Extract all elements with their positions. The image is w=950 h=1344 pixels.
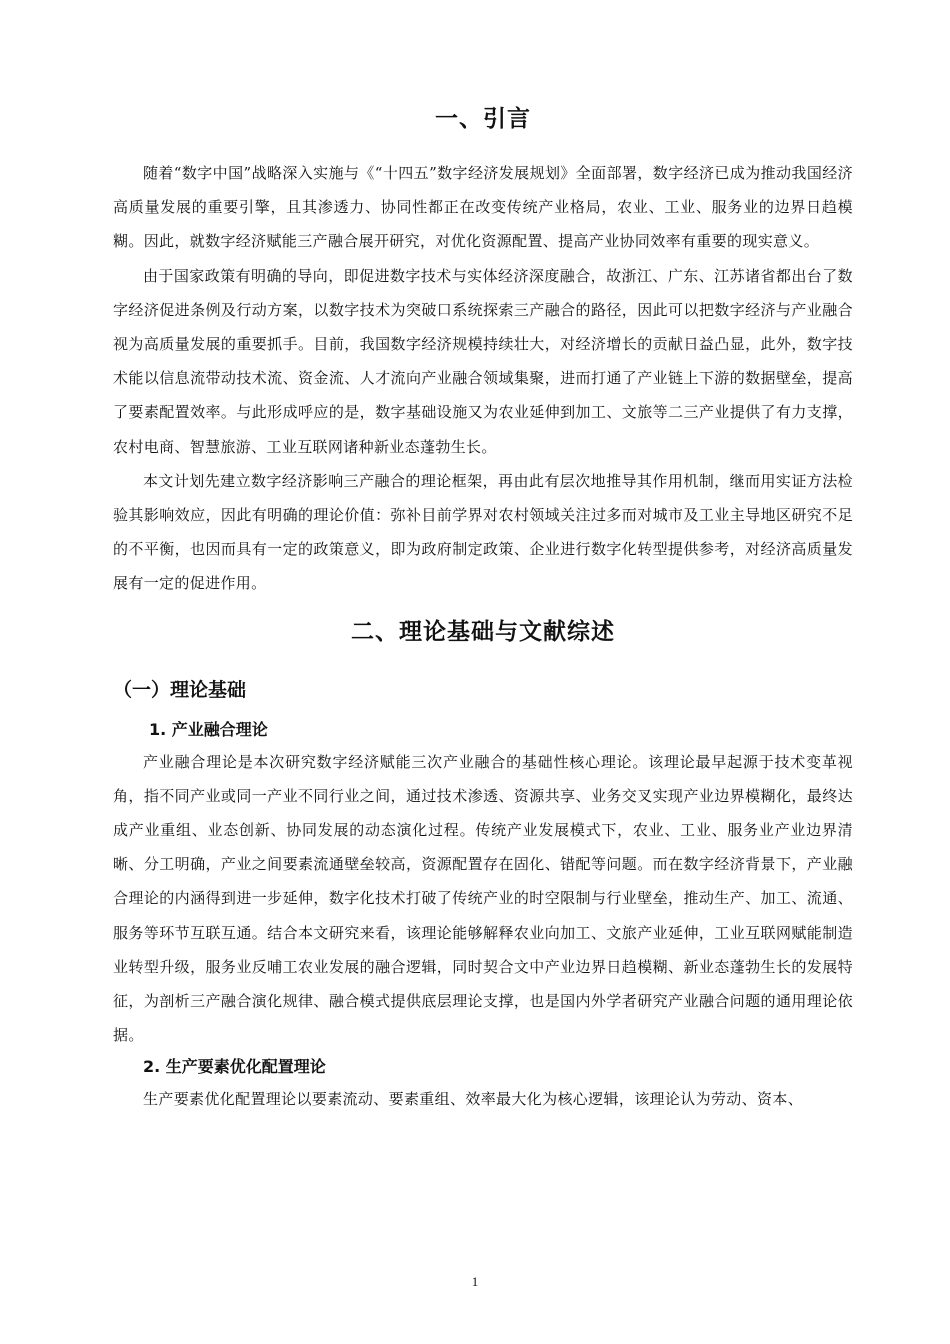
subsection-title: （一）理论基础 xyxy=(113,678,247,701)
section1-paragraph-2: 由于国家政策有明确的导向，即促进数字技术与实体经济深度融合，故浙江、广东、江苏诸省都出台了数字经济促进条例及行动方案，以数字技术为突破口系统探索三产融合的路径，因此可以把数字经济与产业融合视为高质量发展的重要抓手。目前，我国数字经济规模持续壮大，对经济增长的贡献日益凸显，此外，数字技术能以信息流带动技术流、资金流、人才流向产业融合领域集聚，进而打通了产业链上下游的数据壁垒，提高了要素配置效率。与此形成呼应的是，数字基础设施又为农业延伸到加工、文旅等二三产业提供了有力支撑，农村电商、智慧旅游、工业互联网诸种新业态蓬勃生长。 xyxy=(113,266,853,456)
page-content xyxy=(113,100,853,1117)
section1-paragraph-1: 随着“数字中国”战略深入实施与《“十四五”数字经济发展规划》全面部署，数字经济已成为推动我国经济高质量发展的重要引擎，且其渗透力、协同性都正在改变传统产业格局，农业、工业、服务业的边界日趋模糊。因此，就数字经济赋能三产融合展开研究，对优化资源配置、提高产业协同效率有重要的现实意义。 xyxy=(113,164,853,251)
section2-title: 二、理论基础与文献综述 xyxy=(351,618,615,645)
section1-body xyxy=(113,156,853,601)
section1-title: 一、引言 xyxy=(435,106,531,132)
section1-paragraph-3: 本文计划先建立数字经济影响三产融合的理论框架，再由此有层次地推导其作用机制，继而用实证方法检验其影响效应，因此有明确的理论价值：弥补目前学界对农村领域关注过多而对城市及工业主导地区研究不足的不平衡，也因而具有一定的政策意义，即为政府制定政策、企业进行数字化转型提供参考，对经济高质量发展有一定的促进作用。 xyxy=(113,471,853,593)
item1-paragraph: 产业融合理论是本次研究数字经济赋能三次产业融合的基础性核心理论。该理论最早起源于技术变革视角，指不同产业或同一产业不同行业之间，通过技术渗透、资源共享、业务交叉实现产业边界模糊化，最终达成产业重组、业态创新、协同发展的动态演化过程。传统产业发展模式下，农业、工业、服务业产业边界清晰、分工明确，产业之间要素流通壁垒较高，资源配置存在固化、错配等问题。而在数字经济背景下，产业融合理论的内涵得到进一步延伸，数字化技术打破了传统产业的时空限制与行业壁垒，推动生产、加工、流通、服务等环节互联互通。结合本文研究来看，该理论能够解释农业向加工、文旅产业延伸，工业互联网赋能制造业转型升级，服务业反哺工农业发展的融合逻辑，同时契合文中产业边界日趋模糊、新业态蓬勃生长的发展特征，为剖析三产融合演化规律、融合模式提供底层理论支撑，也是国内外学者研究产业融合问题的通用理论依据。 xyxy=(113,752,853,1045)
item2-paragraph: 生产要素优化配置理论以要素流动、要素重组、效率最大化为核心逻辑，该理论认为劳动、资本、 xyxy=(143,1090,804,1109)
page-number: 1 xyxy=(471,1274,479,1289)
item1-title: 1. 产业融合理论 xyxy=(149,719,268,739)
item2-title: 2. 生产要素优化配置理论 xyxy=(143,1057,326,1077)
